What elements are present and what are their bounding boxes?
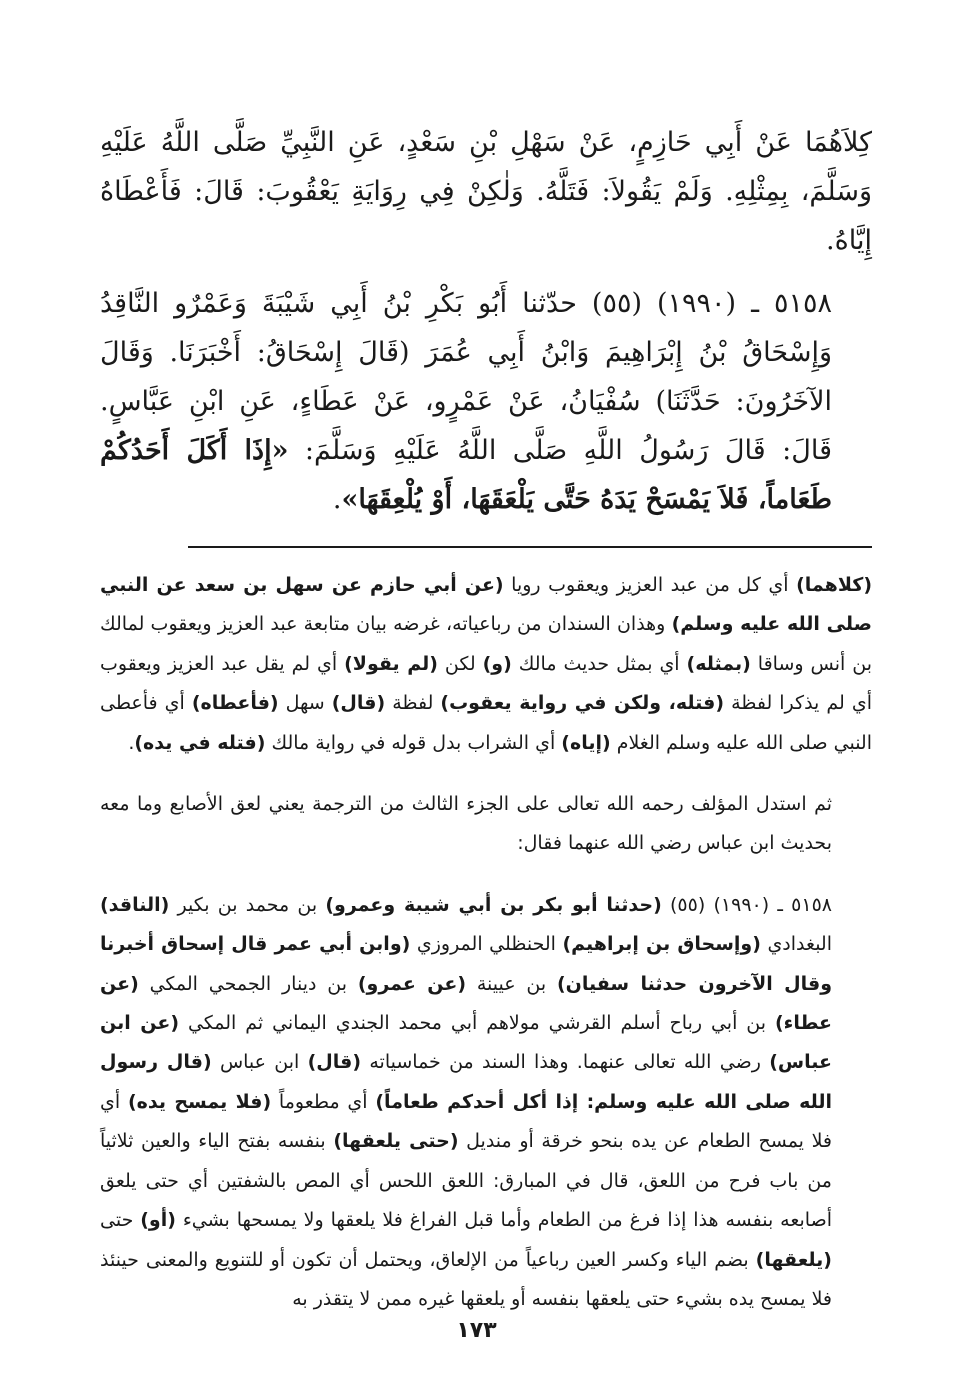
page-body: [100, 118, 872, 1319]
quoted-phrase: (إياه): [561, 731, 611, 754]
quoted-phrase: (حتى يلعقها): [333, 1130, 459, 1153]
commentary-text: الحنظلي المروزي: [410, 933, 563, 956]
commentary-text: أي فأعطى النبي صلى الله عليه وسلم الغلام: [100, 692, 872, 754]
quoted-phrase: (بمثله): [686, 652, 751, 675]
commentary-text: بن دينار الجمحي المكي: [138, 972, 358, 995]
commentary-text: ابن عباس: [211, 1051, 308, 1074]
commentary-text: بنفسه بفتح الياء والعين ثلاثياً من باب فرح من اللعق، قال في المبارق: اللعق اللحس أي المص بالشفتين أي حتى يلعق أصابعه بنفسه هذا إذا فرغ من الطعام وأما قبل الفراغ فلا يلعقها ولا يمسحها بشيء: [100, 1130, 832, 1232]
quoted-phrase: (فلا يمسح يده): [127, 1090, 272, 1113]
commentary-text: لكن: [437, 652, 483, 675]
commentary-text: بن محمد بن بكير: [169, 893, 326, 916]
commentary-paragraph-2: [100, 785, 872, 864]
quoted-phrase: (قال): [307, 1051, 362, 1074]
hadith-paragraph-1: كِلاَهُمَا عَنْ أَبِي حَازِمٍ، عَنْ سَهْلِ بْنِ سَعْدٍ، عَنِ النَّبِيِّ صَلَّى اللَّهُ عَلَيْهِ وَسَلَّمَ، بِمِثْلِهِ. وَلَمْ يَقُولاَ: فَتَلَّهُ. وَلٰكِنْ فِي رِوَايَةِ يَعْقُوبَ: قَالَ: فَأَعْطَاهُ إِيَّاهُ.: [100, 127, 872, 256]
quoted-phrase: (فأعطاه): [191, 692, 279, 715]
commentary-text: أي كل من عبد العزيز ويعقوب رويا: [503, 574, 797, 596]
quoted-phrase: (عن ابن عباس): [100, 1012, 832, 1074]
quoted-phrase: (و): [482, 652, 512, 675]
quoted-phrase: (عن أبي حازم عن سهل بن سعد عن النبي صلى الله عليه وسلم): [100, 574, 872, 636]
quoted-phrase: (لم يقولا): [344, 652, 438, 675]
quoted-phrase: (قال): [331, 692, 386, 715]
commentary-text: ثم استدل المؤلف رحمه الله تعالى على الجزء الثالث من الترجمة يعني لعق الأصابع وما معه بحديث ابن عباس رضي الله عنهما فقال:: [100, 793, 832, 855]
commentary-text: وهذان السندان من رباعياته، غرضه بيان متابعة عبد العزيز ويعقوب لمالك بن أنس وساقا: [100, 613, 872, 675]
commentary-text: ٥١٥٨ ـ (١٩٩٠) (٥٥): [661, 893, 832, 916]
commentary-text: رضي الله تعالى عنهما. وهذا السند من خماسياته: [361, 1051, 770, 1074]
commentary-paragraph-1: [100, 566, 872, 763]
commentary-text: أي فلا يمسح الطعام عن يده بنحو خرقة أو منديل: [100, 1090, 832, 1153]
quoted-phrase: (وإسحاق بن إبراهيم): [562, 933, 761, 956]
commentary-text: بن عيينة: [466, 972, 557, 995]
quoted-phrase: (قال رسول الله صلى الله عليه وسلم: إذا أكل أحدكم طعاماً): [100, 1051, 832, 1113]
commentary-text: سهل: [278, 692, 332, 715]
footnote-separator: [188, 546, 872, 548]
quoted-phrase: (كلاهما): [796, 574, 872, 596]
quoted-phrase: (وابن أبي عمر قال إسحاق أخبرنا وقال الآخرون حدثنا سفيان): [100, 933, 833, 995]
quoted-phrase: (عن عطاء): [100, 972, 832, 1035]
quoted-phrase: (أو): [140, 1209, 176, 1232]
page-number: ١٧٣: [456, 1318, 497, 1343]
commentary-text: أي الشراب بدل قوله في رواية مالك: [265, 731, 562, 754]
quoted-phrase: (فتله، ولكن في رواية يعقوب): [440, 692, 725, 715]
hadith-text: [100, 118, 872, 524]
quoted-phrase: (الناقد): [100, 893, 170, 916]
commentary: [100, 566, 872, 1319]
commentary-paragraph-3: [100, 886, 872, 1319]
commentary-text: أي لم يقل عبد العزيز ويعقوب أي لم يذكرا لفظة: [100, 652, 872, 715]
commentary-text: .: [128, 731, 135, 754]
commentary-text: البغدادي: [760, 933, 832, 956]
commentary-text: أي بمثل حديث مالك: [511, 652, 687, 675]
commentary-text: أي مطعوماً: [271, 1090, 376, 1113]
hadith-paragraph-2: ٥١٥٨ ـ (١٩٩٠) (٥٥) حدّثنا أَبُو بَكْرِ بْنُ أَبِي شَيْبَةَ وَعَمْرٌو النَّاقِدُ وَإِسْحَاقُ بْنُ إِبْرَاهِيمَ وَابْنُ أَبِي عُمَرَ (قَالَ إِسْحَاقُ: أَخْبَرَنَا. وَقَالَ الآخَرُونَ: حَدَّثَنَا) سُفْيَانُ، عَنْ عَمْرٍو، عَنْ عَطَاءٍ، عَنِ ابْنِ عَبَّاسٍ. قَالَ: قَالَ رَسُولُ اللَّهِ صَلَّى اللَّهُ عَلَيْهِ وَسَلَّمَ: «إِذَا أَكَلَ أَحَدُكُمْ طَعَاماً، فَلاَ يَمْسَحْ يَدَهُ حَتَّى يَلْعَقَهَا، أَوْ يُلْعِقَهَا».: [100, 288, 833, 515]
commentary-text: حتى: [100, 1209, 141, 1232]
commentary-text: لفظة: [385, 692, 441, 715]
commentary-text: بن أبي رباح أسلم القرشي مولاهم أبي محمد الجندي اليماني ثم المكي: [179, 1012, 775, 1035]
quoted-phrase: (عن عمرو): [357, 972, 467, 995]
quoted-phrase: (يلعقها): [755, 1248, 832, 1271]
commentary-text: بضم الياء وكسر العين رباعياً من الإلعاق، ويحتمل أن تكون أو للتنويع والمعنى حينئذ فلا يمسح يده بشيء حتى يلعقها بنفسه أو يلعقها غيره ممن لا يتقذر به: [100, 1248, 832, 1310]
quoted-phrase: (فتله في يده): [134, 731, 266, 754]
quoted-phrase: (حدثنا أبو بكر بن أبي شيبة وعمرو): [325, 893, 662, 916]
